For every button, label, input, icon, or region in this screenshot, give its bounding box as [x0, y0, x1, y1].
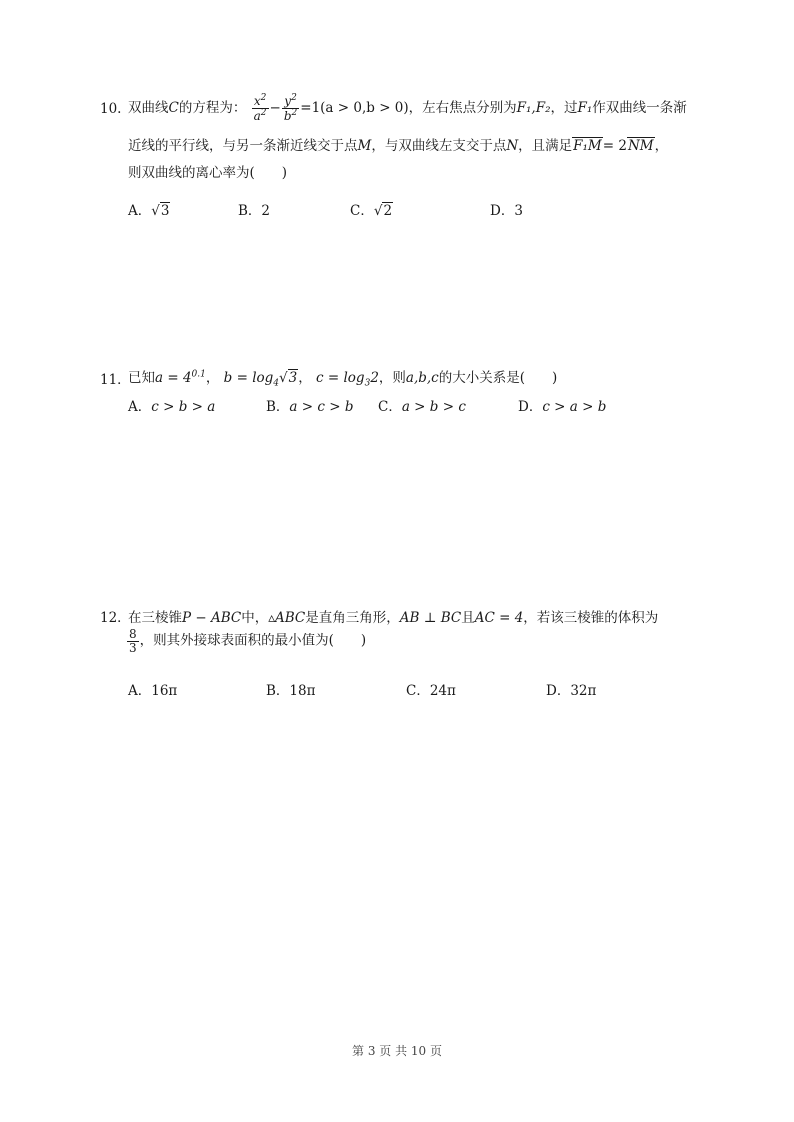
triangle: ▵ABC	[268, 610, 306, 626]
stem-text: 是直角三角形，	[305, 610, 400, 626]
vector-nm: NM	[627, 138, 654, 154]
stem-text: 在三棱锥	[128, 610, 182, 626]
option-value: 2	[383, 203, 393, 219]
point-n: N	[506, 138, 519, 154]
option-label: A．	[128, 683, 152, 699]
a-exponent: 0.1	[191, 369, 206, 380]
b-definition	[223, 370, 299, 389]
option-a	[128, 679, 177, 699]
stem-text: ，且满足	[518, 138, 573, 154]
sqrt: √3	[279, 370, 298, 386]
tetrahedron: P − ABC	[182, 610, 242, 626]
option-label: B．	[238, 203, 262, 219]
numerator: 8	[129, 627, 137, 641]
c-log-base: 3	[364, 378, 371, 389]
denominator: a	[253, 109, 261, 123]
option-label: A．	[128, 203, 152, 219]
question-stem-line3: 则双曲线的离心率为( )	[128, 165, 288, 181]
point-m: M	[357, 138, 372, 154]
page-footer: 第 3 页 共 10 页	[352, 1044, 442, 1058]
c-log: c = log	[316, 370, 365, 386]
stem-text: ，左右焦点分别为	[408, 100, 517, 116]
a-base: a = 4	[155, 370, 192, 386]
minus-sign: −	[269, 100, 281, 116]
option-c	[378, 395, 466, 415]
question-number: 10.	[100, 101, 122, 117]
option-d	[490, 199, 523, 219]
stem-text: 近线的平行线，与另一条渐近线交于点	[128, 138, 358, 154]
option-c	[406, 679, 456, 699]
option-b	[238, 199, 270, 219]
stem-text: 已知	[128, 370, 155, 386]
stem-text: 的大小关系是( )	[438, 370, 558, 386]
b-log: b = log	[223, 370, 274, 386]
option-label: D．	[546, 683, 571, 699]
fraction-x2-a2: $\frac{x^2}{a^2}$	[253, 93, 267, 123]
option-label: C．	[378, 399, 402, 415]
stem-text: 作双曲线一条渐	[592, 100, 687, 116]
stem-text: ，则其外接球表面积的最小值为( )	[139, 632, 367, 649]
b-argument: 3	[288, 370, 298, 386]
option-label: D．	[490, 203, 515, 219]
option-value: 16π	[151, 683, 178, 699]
side-length: AC = 4	[474, 610, 524, 626]
perpendicular-condition: AB ⊥ BC	[399, 610, 462, 626]
focus-f1: F₁	[577, 100, 593, 116]
option-b	[266, 395, 353, 415]
stem-text: 双曲线	[128, 100, 169, 116]
option-value: c > a > b	[542, 399, 607, 415]
sqrt: √2	[373, 203, 393, 219]
option-value: 2	[261, 203, 271, 219]
stem-text: 且	[461, 610, 475, 626]
option-value: 18π	[289, 683, 316, 699]
option-value: 3	[160, 203, 170, 219]
c-definition	[316, 370, 379, 389]
equation-condition: =1(a > 0,b > 0)	[300, 100, 409, 116]
stem-text: 的方程为：	[178, 100, 247, 116]
curve-name: C	[168, 100, 179, 116]
option-label: A．	[128, 399, 152, 415]
option-c	[350, 199, 393, 219]
stem-text: ，则	[378, 370, 406, 386]
question-stem-line1	[128, 92, 687, 124]
stem-text: ，与双曲线左支交于点	[371, 138, 507, 154]
option-d	[546, 679, 596, 699]
stem-text: ，过	[550, 100, 578, 116]
question-stem-line2	[126, 628, 366, 654]
option-value: a > c > b	[289, 399, 354, 415]
option-value: a > b > c	[401, 399, 466, 415]
option-label: C．	[406, 683, 430, 699]
denominator: b	[283, 109, 292, 123]
fraction-8-3	[127, 628, 139, 654]
a-definition	[155, 370, 206, 386]
denominator: 3	[129, 640, 137, 655]
question-stem-line1	[128, 606, 658, 626]
option-value: 3	[514, 203, 523, 219]
question-number: 11．	[100, 372, 131, 388]
numerator: y	[284, 94, 292, 109]
option-value: 24π	[429, 683, 456, 699]
question-number: 12．	[100, 610, 131, 626]
numerator: x	[253, 94, 261, 109]
vector-f1m: F₁M	[573, 138, 602, 154]
option-label: D．	[518, 399, 543, 415]
b-log-base: 4	[273, 378, 280, 389]
question-stem-line2	[128, 134, 668, 154]
variables: a,b,c	[405, 370, 439, 386]
vector-equals: = 2	[602, 138, 627, 154]
stem-text: 中，	[241, 610, 269, 626]
option-label: B．	[266, 683, 290, 699]
option-label: B．	[266, 399, 290, 415]
stem-text: ，若该三棱锥的体积为	[523, 610, 659, 626]
fraction-y2-b2: $\frac{y^2}{b^2}$	[283, 93, 298, 123]
option-a	[128, 395, 215, 415]
option-b	[266, 679, 315, 699]
option-value: c > b > a	[151, 399, 216, 415]
option-a	[128, 199, 170, 219]
c-argument: 2	[370, 370, 379, 386]
question-stem: 已知$a = 4^{0.1}$， $b = \log_4√3$， $c = \log_32$，则a,b,c的大小关系是( )	[128, 369, 558, 389]
option-d	[518, 395, 606, 415]
option-value: 32π	[570, 683, 597, 699]
sqrt: √3	[151, 203, 170, 219]
stem-text: ，	[654, 138, 669, 154]
option-label: C．	[350, 203, 374, 219]
foci: F₁,F₂	[516, 100, 551, 116]
